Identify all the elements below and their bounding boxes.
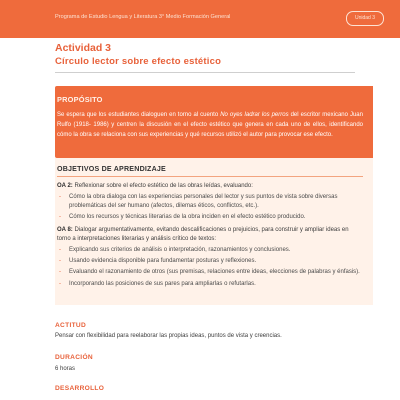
list-item: - Evaluando el razonamiento de otros (sus premisas, relaciones entre ideas, elecciones de palabras y énfasis). (57, 268, 363, 277)
list-item: - Cómo la obra dialoga con las experiencias personales del lector y sus puntos de vista sobre diversas problemáticas del ser humano (afectos, dilemas éticos, conflictos, etc.). (57, 193, 363, 210)
title-divider (55, 72, 355, 73)
oa-2 (57, 182, 363, 191)
activity-title: Actividad 3 (55, 42, 112, 54)
objetivos-box (55, 158, 373, 305)
oa-code: OA 8: (57, 227, 73, 234)
oa-code: OA 2: (57, 183, 73, 189)
oa-8 (57, 226, 363, 244)
story-title: No oyes ladrar los perros (220, 112, 289, 118)
list-item: - Usando evidencia disponible para fundamentar posturas y reflexiones. (57, 257, 363, 266)
list-item: - Explicando sus criterios de análisis o interpretación, razonamientos y conclusiones. (57, 246, 363, 255)
oa-2-bullets (57, 193, 363, 221)
objetivos-heading: OBJETIVOS DE APRENDIZAJE (57, 165, 363, 177)
proposito-box (55, 86, 373, 158)
oa-text: Dialogar argumentativamente, evitando descalificaciones o prejuicios, para construir y ampliar ideas en torno a interpretaciones literarias y análisis crítico de textos: (57, 227, 349, 243)
oa-8-bullets (57, 246, 363, 288)
actitud-label: ACTITUD (55, 322, 87, 329)
duracion-label: DURACIÓN (55, 354, 93, 361)
duracion-text: 6 horas (55, 366, 76, 372)
proposito-text (57, 110, 363, 141)
header-bar (0, 0, 400, 38)
proposito-text-end: del escritor mexicano Juan Rulfo (1918- 1986) y centren la discusión en el efecto estético que genera en cada uno de ellos, identificando cómo la obra se relaciona con sus experiencias y qué recursos utilizó el autor para provocar ese efecto. (57, 112, 363, 139)
desarrollo-label: DESARROLLO (55, 385, 105, 392)
unit-badge: Unidad 3 (346, 11, 384, 26)
actitud-text: Pensar con flexibilidad para reelaborar las propias ideas, puntos de vista y creencias. (55, 333, 282, 339)
list-item: - Cómo los recursos y técnicas literarias de la obra inciden en el efecto estético producido. (57, 213, 363, 222)
list-item: - Incorporando las posiciones de sus pares para ampliarlas o refutarlas. (57, 280, 363, 289)
program-title: Programa de Estudio Lengua y Literatura 3° Medio Formación General (55, 14, 231, 20)
proposito-text-start: Se espera que los estudiantes dialoguen en torno al cuento (57, 112, 221, 118)
proposito-heading: PROPÓSITO (57, 95, 103, 104)
activity-subtitle: Círculo lector sobre efecto estético (55, 56, 222, 67)
oa-text: Reflexionar sobre el efecto estético de las obras leídas, evaluando: (72, 183, 253, 189)
